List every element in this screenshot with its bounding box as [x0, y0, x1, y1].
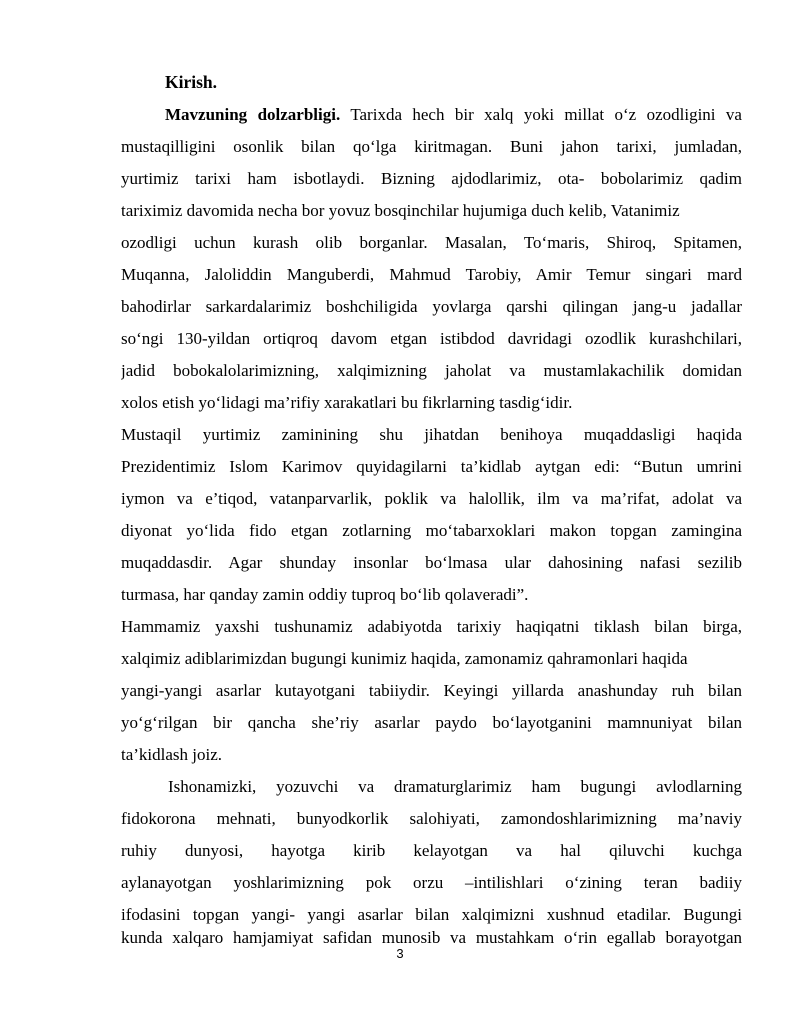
- paragraph-line: jadid bobokalolarimizning, xalqimizning jaholat va mustamlakachilik domidan: [121, 361, 742, 380]
- paragraph-line: yo‘g‘rilgan bir qancha she’riy asarlar paydo bo‘layotganini mamnuniyat bilan: [121, 713, 742, 732]
- paragraph-line: Mavzuning dolzarbligi. Tarixda hech bir xalq yoki millat o‘z ozodligini va: [165, 105, 742, 124]
- paragraph-line: ifodasini topgan yangi- yangi asarlar bilan xalqimizni xushnud etadilar. Bugungi: [121, 905, 742, 924]
- page-number: 3: [396, 946, 404, 961]
- paragraph-line: xalqimiz adiblarimizdan bugungi kunimiz haqida, zamonamiz qahramonlari haqida: [121, 649, 688, 668]
- paragraph-line: ruhiy dunyosi, hayotga kirib kelayotgan va hal qiluvchi kuchga: [121, 841, 742, 860]
- paragraph-line: Muqanna, Jaloliddin Manguberdi, Mahmud Tarobiy, Amir Temur singari mard: [121, 265, 742, 284]
- paragraph-line: ta’kidlash joiz.: [121, 745, 223, 764]
- section-title: Mavzuning dolzarbligi.: [165, 105, 341, 124]
- paragraph-line: fidokorona mehnati, bunyodkorlik salohiyati, zamondoshlarimizning ma’naviy: [121, 809, 742, 828]
- paragraph-line: iymon va e’tiqod, vatanparvarlik, poklik va halollik, ilm va ma’rifat, adolat va: [121, 489, 742, 508]
- paragraph-line: turmasa, har qanday zamin oddiy tuproq bo‘lib qolaveradi”.: [121, 585, 529, 604]
- page-heading: Kirish.: [165, 72, 218, 92]
- paragraph-line: yangi-yangi asarlar kutayotgani tabiiydir. Keyingi yillarda anashunday ruh bilan: [121, 681, 742, 700]
- paragraph-line: Ishonamizki, yozuvchi va dramaturglarimiz ham bugungi avlodlarning: [168, 777, 742, 796]
- paragraph-line: so‘ngi 130-yildan ortiqroq davom etgan istibdod davridagi ozodlik kurashchilari,: [121, 329, 742, 348]
- paragraph-line: bahodirlar sarkardalarimiz boshchiligida yovlarga qarshi qilingan jang-u jadallar: [121, 297, 742, 316]
- paragraph-line: xolos etish yo‘lidagi ma’rifiy xarakatlari bu fikrlarning tasdig‘idir.: [121, 393, 573, 412]
- paragraph-line: mustaqilligini osonlik bilan qo‘lga kiritmagan. Buni jahon tarixi, jumladan,: [121, 137, 742, 156]
- paragraph-line: kunda xalqaro hamjamiyat safidan munosib va mustahkam o‘rin egallab borayotgan: [121, 928, 742, 947]
- paragraph-line: tariximiz davomida necha bor yovuz bosqinchilar hujumiga duch kelib, Vatanimiz: [121, 201, 680, 220]
- paragraph-line: Prezidentimiz Islom Karimov quyidagilarni ta’kidlab aytgan edi: “Butun umrini: [121, 457, 742, 476]
- paragraph-line: Hammamiz yaxshi tushunamiz adabiyotda tarixiy haqiqatni tiklash bilan birga,: [121, 617, 742, 636]
- paragraph-line: diyonat yo‘lida fido etgan zotlarning mo‘tabarxoklari makon topgan zamingina: [121, 521, 742, 540]
- paragraph-line: ozodligi uchun kurash olib borganlar. Masalan, To‘maris, Shiroq, Spitamen,: [121, 233, 742, 252]
- paragraph-line: muqaddasdir. Agar shunday insonlar bo‘lmasa ular dahosining nafasi sezilib: [121, 553, 742, 572]
- paragraph-line: Mustaqil yurtimiz zaminining shu jihatdan benihoya muqaddasligi haqida: [121, 425, 742, 444]
- paragraph-line: aylanayotgan yoshlarimizning pok orzu –intilishlari o‘zining teran badiiy: [121, 873, 742, 892]
- paragraph-line: yurtimiz tarixi ham isbotlaydi. Bizning ajdodlarimiz, ota- bobolarimiz qadim: [121, 169, 742, 188]
